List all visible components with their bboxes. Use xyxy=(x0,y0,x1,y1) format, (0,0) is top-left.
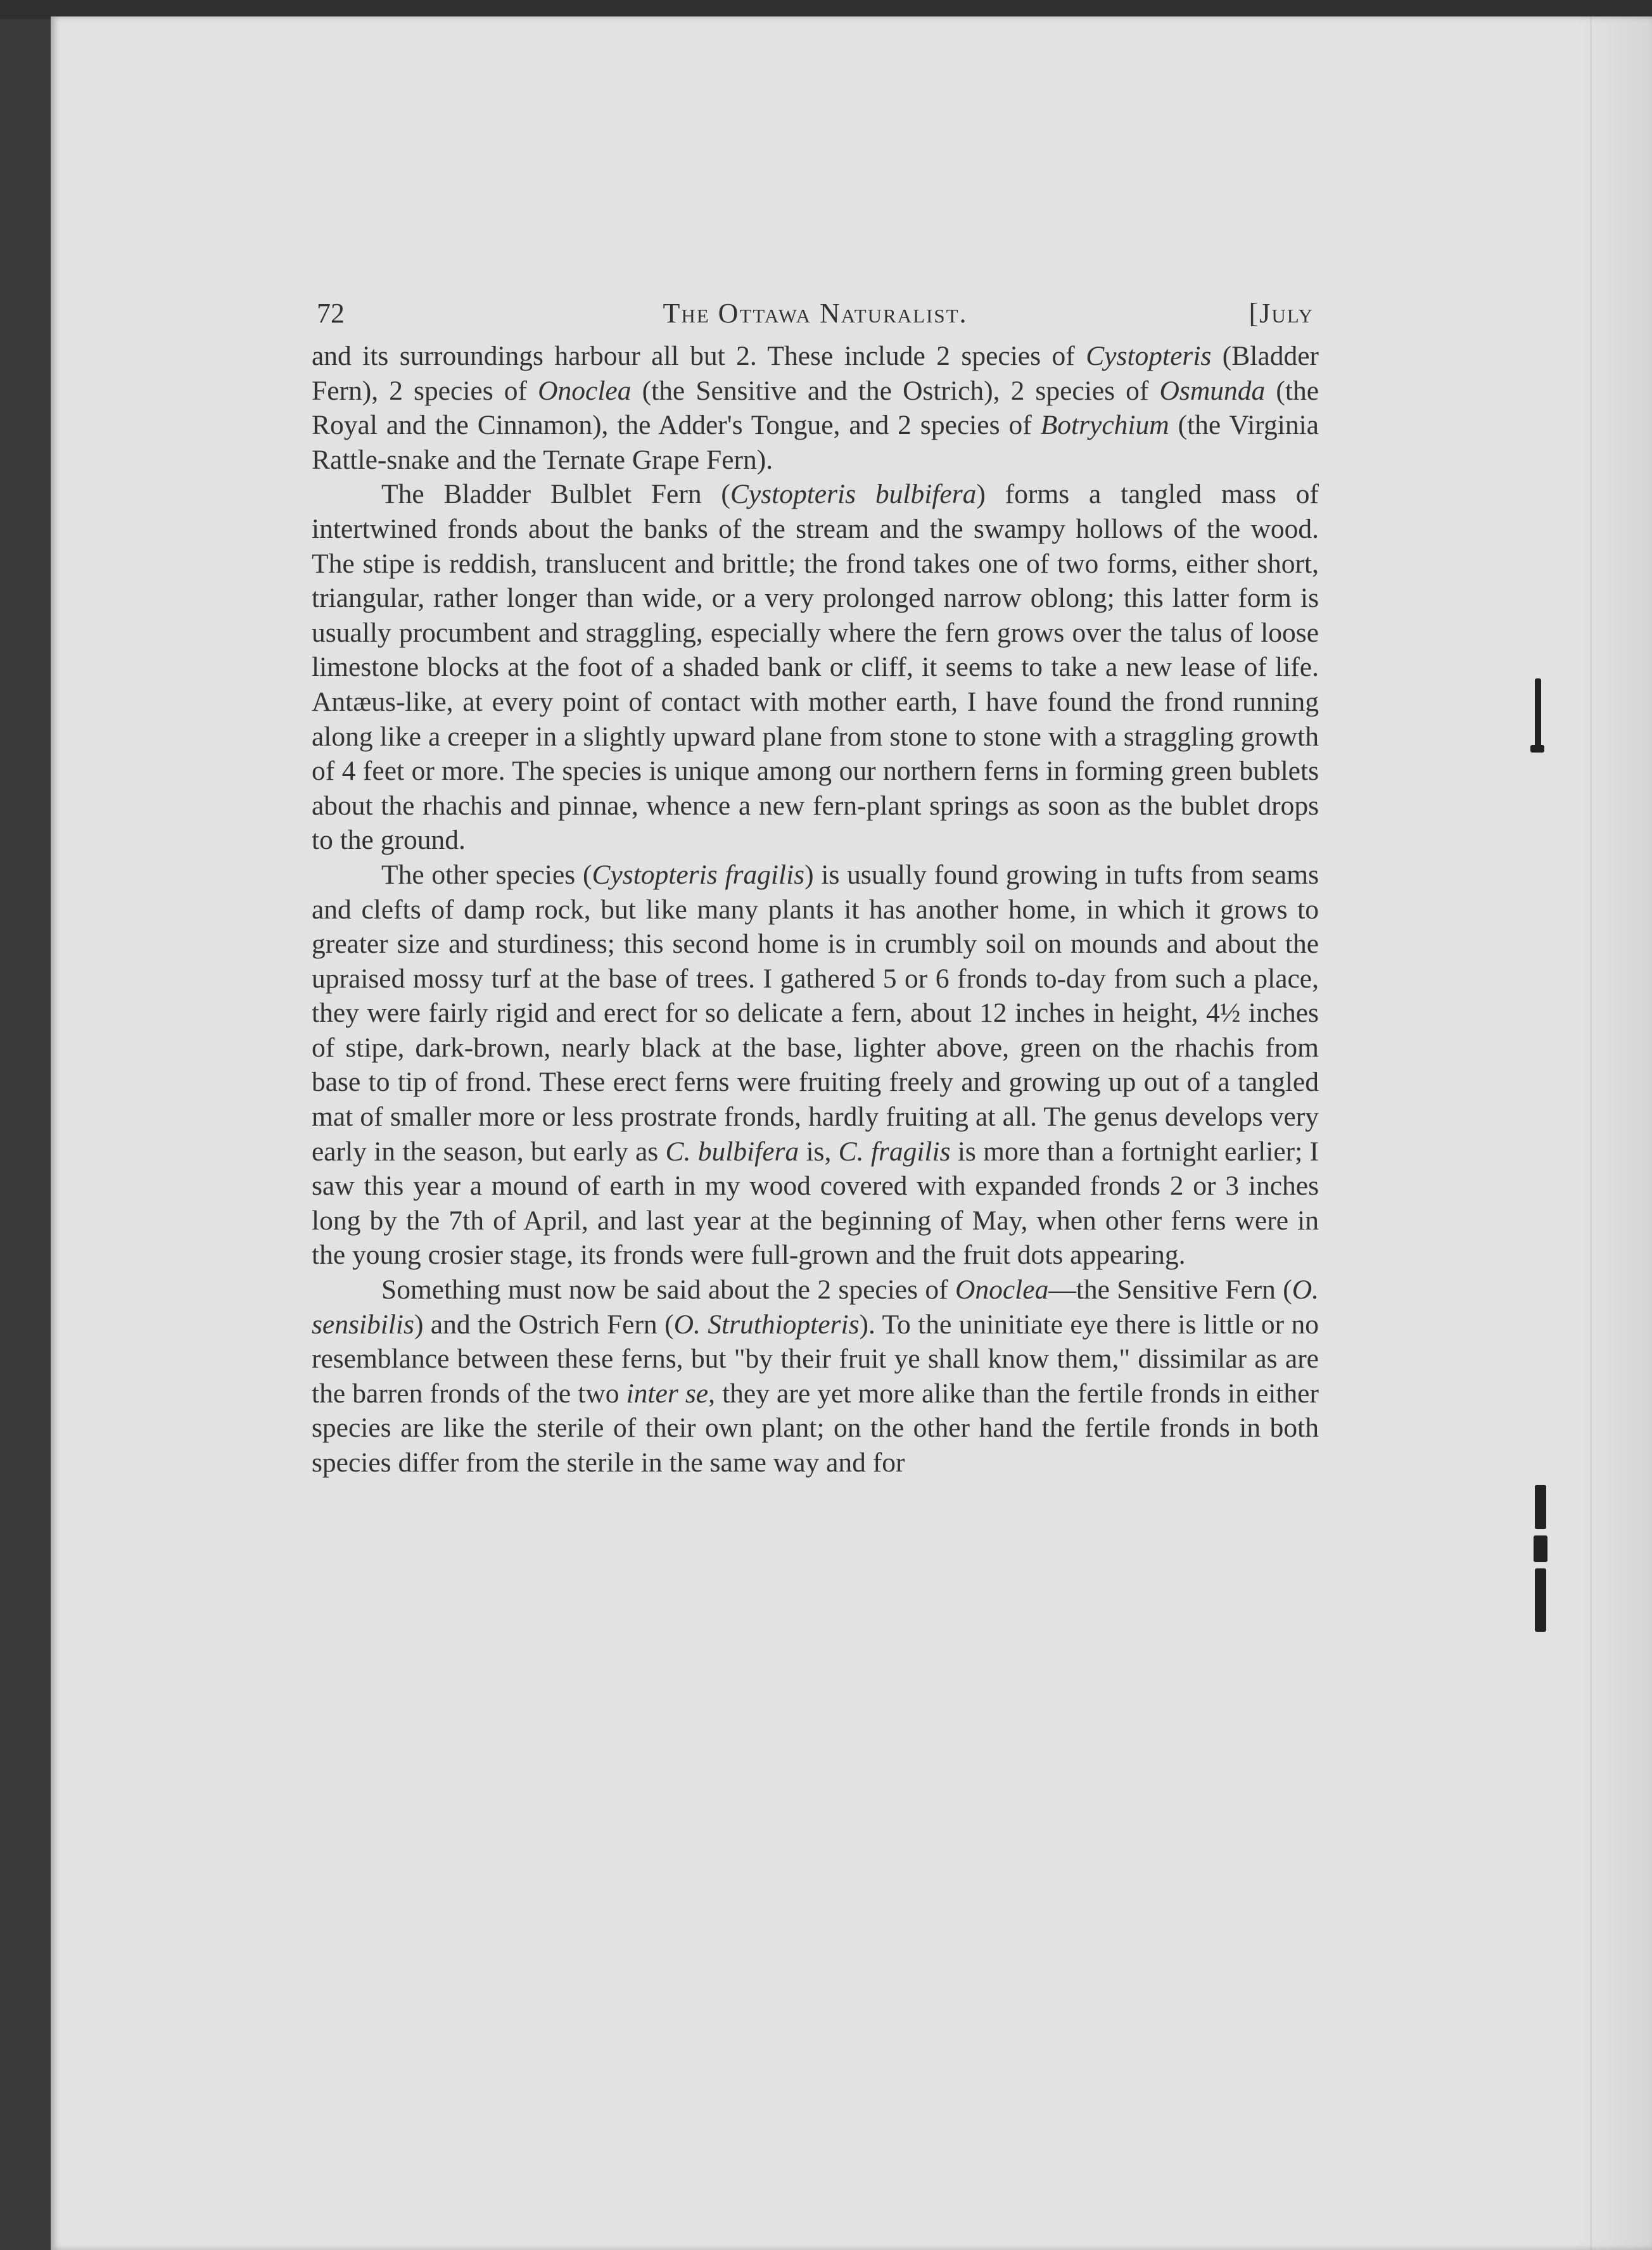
issue-month: [July xyxy=(1249,298,1314,329)
italic-term: Onoclea xyxy=(955,1274,1049,1306)
text-run: The other species ( xyxy=(381,859,592,890)
margin-ink-mark xyxy=(1535,678,1541,748)
text-run: Something must now be said about the 2 species of xyxy=(381,1274,955,1306)
text-run: ) and the Ostrich Fern ( xyxy=(414,1309,674,1340)
italic-term: O. Struthiopteris xyxy=(673,1309,860,1340)
text-run: (the Royal and the Cinnamon), the Adder's Tongue, and 2 species of xyxy=(312,375,1319,441)
margin-ink-mark xyxy=(1530,745,1544,753)
text-run: is, xyxy=(799,1136,839,1167)
text-run: —the Sensitive Fern ( xyxy=(1048,1274,1292,1306)
italic-term: Osmunda xyxy=(1159,375,1266,406)
text-run: , they are yet more alike than the fertile fronds in either species are like the sterile of their own plant; on the other hand the fertile fronds in both species differ from the sterile in the same way and for xyxy=(312,1378,1319,1478)
paragraph xyxy=(312,339,1319,477)
text-run: (Bladder Fern), 2 species of xyxy=(312,341,1319,406)
page-shading xyxy=(1576,16,1652,2250)
paragraph xyxy=(312,1273,1319,1480)
italic-term: Onoclea xyxy=(538,375,632,406)
italic-term: C. fragilis xyxy=(838,1136,951,1167)
italic-term: C. bulbifera xyxy=(665,1136,799,1167)
text-run: The Bladder Bulblet Fern ( xyxy=(381,479,730,510)
journal-title: The Ottawa Naturalist. xyxy=(663,298,968,329)
italic-term: Cystopteris bulbifera xyxy=(730,479,977,510)
italic-term: Cystopteris fragilis xyxy=(592,859,805,890)
page-content xyxy=(312,288,1319,1480)
italic-term: O. sensibilis xyxy=(312,1274,1319,1340)
text-run: ) is usually found growing in tufts from seams and clefts of damp rock, but like many plants it has another home, in which it grows to greater size and sturdiness; this second home is in crumbly soil on mounds and about the upraised mossy turf at the base of trees. I gathered 5 or 6 fronds to-day from such a place, they were fairly rigid and erect for so delicate a fern, about 12 inches in height, 4½ inches of stipe, dark-brown, nearly black at the base, lighter above, green on the rhachis from base to tip of frond. These erect ferns were fruiting freely and growing up out of a tangled mat of smaller more or less prostrate fronds, hardly fruiting at all. The genus develops very early in the season, but early as xyxy=(312,859,1319,1167)
margin-ink-mark xyxy=(1535,1485,1546,1529)
margin-ink-mark xyxy=(1535,1568,1546,1632)
article-body xyxy=(312,339,1319,1480)
italic-term: inter se xyxy=(626,1378,709,1409)
paragraph xyxy=(312,858,1319,1273)
text-run: and its surroundings harbour all but 2. These include 2 species of xyxy=(312,341,1086,371)
text-run: is more than a fortnight earlier; I saw this year a mound of earth in my wood covered with expanded fronds 2 or 3 inches long by the 7th of April, and last year at the beginning of May, when other ferns were in the young crosier stage, its fronds were full-grown and the fruit dots appearing. xyxy=(312,1136,1319,1271)
italic-term: Cystopteris xyxy=(1086,341,1212,371)
text-run: (the Sensitive and the Ostrich), 2 species of xyxy=(631,375,1160,406)
margin-ink-mark xyxy=(1534,1535,1547,1562)
page-number: 72 xyxy=(317,298,345,329)
paragraph xyxy=(312,477,1319,858)
italic-term: Botrychium xyxy=(1040,410,1169,441)
page-fold-line xyxy=(1590,16,1592,2250)
text-run: ). To the uninitiate eye there is little or no resemblance between these ferns, but "by their fruit ye shall know them," dissimilar as are the barren fronds of the two xyxy=(312,1309,1319,1409)
text-run: ) forms a tangled mass of intertwined fronds about the banks of the stream and the swampy hollows of the wood. The stipe is reddish, translucent and brittle; the frond takes one of two forms, either short, triangular, rather longer than wide, or a very prolonged narrow oblong; this latter form is usually procumbent and straggling, especially where the fern grows over the talus of loose limestone blocks at the foot of a shaded bank or cliff, it seems to take a new lease of life. Antæus-like, at every point of contact with mother earth, I have found the frond running along like a creeper in a slightly upward plane from stone to stone with a straggling growth of 4 feet or more. The species is unique among our northern ferns in forming green bublets about the rhachis and pinnae, whence a new fern-plant springs as soon as the bublet drops to the ground. xyxy=(312,479,1319,856)
running-head xyxy=(312,288,1319,339)
text-run: (the Virginia Rattle-snake and the Ternate Grape Fern). xyxy=(312,410,1319,475)
